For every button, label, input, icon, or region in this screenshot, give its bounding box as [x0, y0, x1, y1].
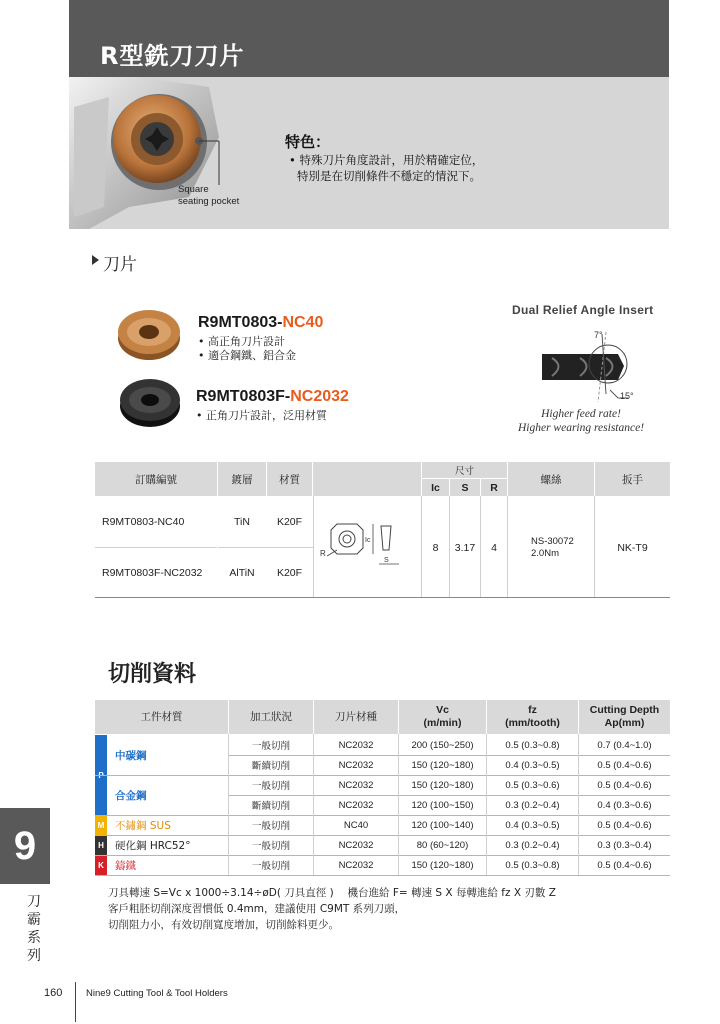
chapter-tab[interactable]: 9	[0, 808, 50, 884]
header-depth-unit: Ap(mm)	[604, 717, 645, 729]
material-stainless: 不鏽鋼 SUS	[115, 819, 171, 832]
pocket-caption	[178, 184, 239, 208]
cell-ap: 0.5 (0.4~0.6)	[597, 819, 652, 831]
dim-ic-label: Ic	[365, 537, 371, 544]
header-vc	[399, 700, 486, 734]
row-code: R9MT0803-NC40	[102, 516, 185, 528]
tag-k: K	[95, 855, 107, 875]
insert-nc2032-image	[118, 376, 182, 428]
cell-vc: 200 (150~250)	[411, 739, 474, 751]
col-divider	[507, 496, 508, 597]
header-fz	[487, 700, 578, 734]
dual-relief-benefit: Higher wearing resistance!	[517, 422, 645, 434]
cell-fz: 0.5 (0.3~0.6)	[505, 779, 560, 791]
col-divider	[313, 734, 314, 875]
cell-condition: 一般切削	[251, 821, 290, 832]
header-grade: 刀片材種	[314, 700, 398, 734]
cell-ap: 0.3 (0.3~0.4)	[597, 839, 652, 851]
cutting-title: 切削資料	[108, 662, 197, 687]
tag-m: M	[95, 815, 107, 835]
cell-ap: 0.5 (0.4~0.6)	[597, 859, 652, 871]
insert-code: R9MT0803-	[198, 314, 283, 331]
header-diagram	[313, 462, 421, 496]
footer-text: Nine9 Cutting Tool & Tool Holders	[86, 988, 228, 999]
dual-relief-diagram	[530, 322, 660, 404]
dual-relief-benefit: Higher feed rate!	[541, 408, 621, 420]
page-number: 160	[44, 987, 63, 999]
cell-ap: 0.5 (0.4~0.6)	[597, 779, 652, 791]
material-cast-iron: 鑄鐵	[115, 859, 136, 872]
cell-grade: NC40	[343, 819, 369, 831]
cell-grade: NC2032	[338, 859, 374, 871]
triangle-bullet-icon	[92, 255, 99, 265]
cell-condition: 一般切削	[251, 861, 290, 872]
cutting-notes	[108, 885, 556, 933]
cell-ap: 0.4 (0.3~0.6)	[597, 799, 652, 811]
tag-h: H	[95, 835, 107, 855]
header-fz-label: fz	[528, 704, 537, 716]
cell-condition: 一般切削	[251, 841, 290, 852]
insert-nc40-image	[116, 306, 182, 362]
row-divider	[95, 875, 670, 876]
header-wrench: 扳手	[595, 462, 670, 496]
cell-grade: NC2032	[338, 779, 374, 791]
header-s: S	[450, 479, 480, 496]
material-hardened-steel: 硬化鋼 HRC52°	[115, 839, 191, 852]
caption-line: seating pocket	[178, 196, 240, 207]
cell-condition: 斷續切削	[251, 801, 290, 812]
dim-r-label: R	[320, 549, 326, 558]
cell-condition: 一般切削	[251, 781, 290, 792]
cell-ap: 0.5 (0.4~0.6)	[597, 759, 652, 771]
page-title: R型銑刀刀片	[100, 42, 245, 70]
cell-grade: NC2032	[338, 739, 374, 751]
cell-grade: NC2032	[338, 799, 374, 811]
caption-line: Square	[178, 184, 209, 195]
col-divider	[578, 734, 579, 875]
insert-name	[198, 314, 323, 332]
angle-top-label: 7°	[594, 330, 603, 340]
insert-code: R9MT0803F-	[196, 388, 291, 405]
cell-vc: 120 (100~140)	[411, 819, 474, 831]
cell-vc: 150 (120~180)	[411, 759, 474, 771]
cell-torque: 2.0Nm	[531, 547, 559, 559]
material-medium-carbon-steel: 中碳鋼	[115, 749, 147, 762]
header-size: 尺寸	[422, 462, 507, 478]
cell-fz: 0.4 (0.3~0.5)	[505, 819, 560, 831]
row-divider	[95, 547, 313, 548]
angle-bottom-label: 15°	[620, 391, 634, 401]
cell-vc: 80 (60~120)	[416, 839, 469, 851]
cell-s: 3.17	[454, 542, 476, 554]
feature-line: 特別是在切削條件不穩定的情況下。	[297, 169, 481, 183]
insert-grade: NC40	[282, 314, 324, 331]
note-line: 切削阻力小，有效切削寬度增加，切削餘料更少。	[108, 919, 339, 931]
col-divider	[486, 734, 487, 875]
cell-fz: 0.5 (0.3~0.8)	[505, 739, 560, 751]
col-divider	[313, 496, 314, 597]
row-code: R9MT0803F-NC2032	[102, 567, 203, 579]
col-divider	[398, 734, 399, 875]
cell-ic: 8	[432, 542, 439, 554]
insert-dimension-drawing	[317, 520, 417, 570]
cell-grade: NC2032	[338, 759, 374, 771]
dual-relief-title: Dual Relief Angle Insert	[512, 303, 654, 317]
note-line: 客戶粗胚切削深度習慣低 0.4mm，建議使用 C9MT 系列刀頭，	[108, 903, 406, 915]
series-label: 刀霸系列	[27, 894, 41, 964]
row-coating: AlTiN	[229, 567, 255, 579]
header-depth	[579, 700, 670, 734]
cell-condition: 一般切削	[251, 741, 290, 752]
cell-fz: 0.4 (0.3~0.5)	[505, 759, 560, 771]
row-material: K20F	[276, 567, 303, 579]
insert-feature: • 適合鋼鐵、鋁合金	[198, 349, 296, 362]
note-line: 刀具轉速 S=Vc x 1000÷3.14÷øD( 刀具直徑 ) 機台進給 F= 轉速 S X 每轉進給 fz X 刃數 Z	[108, 887, 556, 899]
cell-grade: NC2032	[338, 839, 374, 851]
insert-feature: • 高正角刀片設計	[198, 335, 285, 348]
cell-fz: 0.5 (0.3~0.8)	[505, 859, 560, 871]
header-condition: 加工狀況	[229, 700, 313, 734]
cell-fz: 0.3 (0.2~0.4)	[505, 799, 560, 811]
cell-vc: 150 (120~180)	[411, 779, 474, 791]
insert-grade: NC2032	[290, 388, 349, 405]
cell-vc: 150 (120~180)	[411, 859, 474, 871]
header-r: R	[481, 479, 507, 496]
cell-wrench: NK-T9	[617, 542, 648, 554]
feature-title: 特色：	[285, 133, 331, 151]
header-code: 訂購編號	[95, 462, 217, 496]
cell-condition: 斷續切削	[251, 761, 290, 772]
row-coating: TiN	[234, 516, 250, 528]
header-depth-label: Cutting Depth	[589, 704, 660, 716]
material-alloy-steel: 合金鋼	[115, 789, 147, 802]
feature-line: • 特殊刀片角度設計，用於精確定位，	[289, 153, 484, 167]
cell-r: 4	[491, 542, 497, 554]
cell-screw: NS-30072	[531, 535, 574, 547]
header-coating: 鍍層	[218, 462, 266, 496]
header-fz-unit: (mm/tooth)	[505, 717, 560, 729]
insert-name	[196, 388, 349, 406]
section-title: 刀片	[103, 255, 137, 275]
header-vc-label: Vc	[436, 704, 449, 716]
header-ic: Ic	[422, 479, 449, 496]
insert-feature: • 正角刀片設計，泛用材質	[196, 409, 327, 422]
table-bottom-rule	[95, 597, 670, 598]
cell-vc: 120 (100~150)	[411, 799, 474, 811]
col-divider	[228, 734, 229, 875]
header-vc-unit: (m/min)	[423, 717, 462, 729]
header-material: 材質	[267, 462, 312, 496]
cell-ap: 0.7 (0.4~1.0)	[597, 739, 652, 751]
cell-fz: 0.3 (0.2~0.4)	[505, 839, 560, 851]
header-screw: 螺絲	[508, 462, 594, 496]
footer-divider	[75, 982, 76, 1022]
row-material: K20F	[276, 516, 303, 528]
header-workpiece: 工件材質	[95, 700, 228, 734]
dim-s-label: S	[384, 557, 389, 564]
